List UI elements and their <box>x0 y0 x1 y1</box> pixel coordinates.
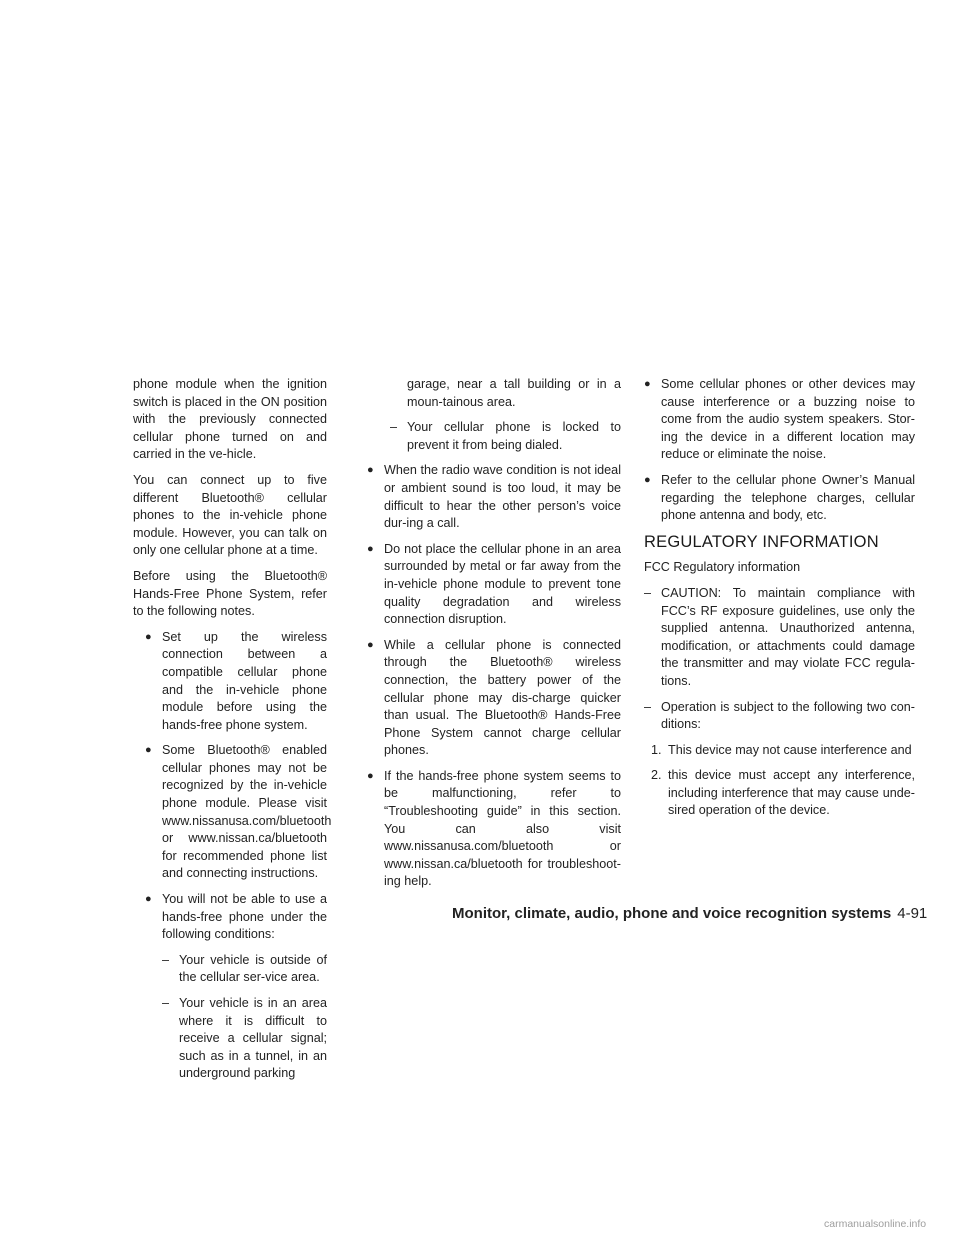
dash-text: Your vehicle is in an area where it is difficult to receive a cellular signal; such as in a tunnel, in an underground parking <box>179 996 327 1081</box>
bullet-item <box>145 742 332 883</box>
bullet-item <box>644 472 915 525</box>
bullet-text: Some cellular phones or other devices may cause interference or a buzzing noise to come from the audio system speakers. Stor-ing the device in a different location may reduce or eliminate the noise. <box>661 377 915 462</box>
dash-item <box>644 585 915 691</box>
numbered-item <box>651 767 915 820</box>
dash-item <box>644 699 915 734</box>
bullet-icon: ● <box>644 473 651 486</box>
dash-item <box>162 952 327 987</box>
page-footer <box>452 905 928 922</box>
bullet-item <box>367 462 621 532</box>
bullet-icon: ● <box>367 542 374 555</box>
bullet-icon: ● <box>367 464 374 477</box>
bullet-item <box>367 637 621 760</box>
numbered-item <box>651 742 915 760</box>
bullet-icon: ● <box>367 769 374 782</box>
bullet-text: When the radio wave condition is not ideal or ambient sound is too loud, it may be difficult to hear the other person’s voice dur-ing a call. <box>384 463 621 531</box>
bullet-item <box>145 891 327 944</box>
bullet-icon: ● <box>145 893 152 906</box>
item-text: This device may not cause interference and <box>668 742 912 757</box>
bullet-text: Some Bluetooth® enabled cellular phones may not be recognized by the in-vehicle phone module. Please visit www.nissanusa.com/bluetooth or www.nissan.ca/bluetooth for recommended phone list and connecting instructions. <box>162 743 332 881</box>
column-right <box>644 376 915 828</box>
dash-icon: – <box>390 420 398 435</box>
bullet-text: Set up the wireless connection between a compatible cellular phone and the in-vehicle phone module before using the hands-free phone system. <box>162 629 327 732</box>
bullet-text: You will not be able to use a hands-free phone under the following conditions: <box>162 892 327 942</box>
item-number: 1. <box>651 742 662 757</box>
bullet-item <box>145 629 327 735</box>
paragraph: phone module when the ignition switch is placed in the ON position with the previously connected cellular phone turned on and carried in the ve-hicle. <box>133 377 327 462</box>
dash-continuation: garage, near a tall building or in a moun-tainous area. <box>407 377 621 409</box>
dash-icon: – <box>162 952 170 967</box>
column-left <box>133 376 332 1091</box>
fcc-label: FCC Regulatory information <box>644 560 801 575</box>
dash-text: Your cellular phone is locked to prevent it from being dialed. <box>407 420 621 452</box>
dash-icon: – <box>644 699 652 714</box>
bullet-item <box>367 768 621 891</box>
bullet-text: If the hands-free phone system seems to be malfunctioning, refer to “Troubleshooting guide” in this section. You can also visit www.nissanusa.com/bluetooth or www.nissan.ca/bluetooth for troubleshoot-ing help. <box>384 768 621 889</box>
page-number: 4-91 <box>897 905 928 922</box>
bullet-icon: ● <box>367 638 374 651</box>
bullet-icon: ● <box>145 744 152 757</box>
item-text: this device must accept any interference, including interference that may cause unde-sired operation of the device. <box>668 768 915 818</box>
dash-item <box>390 419 621 454</box>
bullet-icon: ● <box>145 630 152 643</box>
column-middle <box>367 376 621 899</box>
bullet-text: Refer to the cellular phone Owner’s Manual regarding the telephone charges, cellular phone antenna and body, etc. <box>661 472 915 523</box>
bullet-text: While a cellular phone is connected through the Bluetooth® wireless connection, the battery power of the cellular phone may dis-charge quicker than usual. The Bluetooth® Hands-Free Phone System cannot charge cellular phones. <box>384 637 621 758</box>
dash-icon: – <box>162 996 170 1010</box>
paragraph: You can connect up to five different Bluetooth® cellular phones to the in-vehicle phone module. However, you can talk on only one cellular phone at a time. <box>133 472 327 558</box>
dash-text: Your vehicle is outside of the cellular ser-vice area. <box>179 952 327 985</box>
section-heading: REGULATORY INFORMATION <box>644 532 879 551</box>
bullet-item <box>644 376 915 464</box>
dash-item <box>162 995 327 1083</box>
bullet-icon: ● <box>644 378 651 390</box>
dash-text: Operation is subject to the following two con-ditions: <box>661 699 915 732</box>
paragraph: Before using the Bluetooth® Hands-Free Phone System, refer to the following notes. <box>133 568 327 619</box>
section-title: Monitor, climate, audio, phone and voice recognition systems <box>452 905 892 922</box>
dash-text: CAUTION: To maintain compliance with FCC’s RF exposure guidelines, use only the supplied antenna. Unauthorized antenna, modification, or attachments could damage the transmitter and may violate FCC regula-tions. <box>661 585 915 688</box>
bullet-text: Do not place the cellular phone in an area surrounded by metal or far away from the in-vehicle phone module to prevent tone quality degradation and wireless connection disruption. <box>384 541 621 627</box>
dash-icon: – <box>644 585 652 600</box>
item-number: 2. <box>651 768 662 783</box>
watermark-text: carmanualsonline.info <box>824 1218 927 1230</box>
bullet-item <box>367 541 621 629</box>
